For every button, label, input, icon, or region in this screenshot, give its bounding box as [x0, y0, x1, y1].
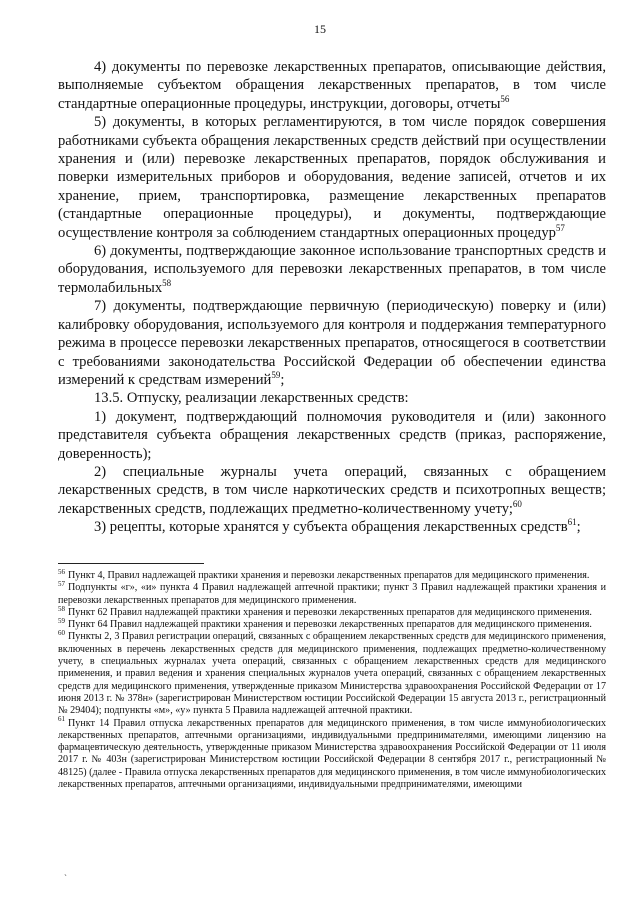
footnote-57: $^{57}$ Подпункты «г», «и» пункта 4 Правил надлежащей аптечной практики; пункт 3 Правил надлежащей практики хранения и перевозки лекарственных препаратов для медицинского применения. [58, 579, 606, 606]
paragraph-item-6: 6) документы, подтверждающие законное использование транспортных средств и оборудования, используемого для перевозки лекарственных препаратов, в том числе термолабильных$^{58}$ [58, 243, 606, 296]
footnote-ref: 60 [512, 498, 522, 509]
footnote-number: 60 [58, 629, 65, 638]
footnotes [58, 567, 606, 791]
footnote-60: $^{60}$ Пункты 2, 3 Правил регистрации операций, связанных с обращением лекарственных средств для медицинского применения, включенных в перечень лекарственных средств для медицинского применения, подлежащих предметно-количественному учету, в специальных журналах учета операций, связанных с обращением лекарственных средств для медицинского применения, и правил ведения и хранения специальных журналов учета операций, связанных с обращением лекарственных средств для медицинского применения, утвержденные приказом Министерства здравоохранения Российской Федерации от 17 июня 2013 г. № 378н» (зарегистрирован Министерством юстиции Российской Федерации 15 августа 2013 г., регистрационный № 29404); подпункты «м», «у» пункта 5 Правила надлежащей аптечной практики. [58, 629, 606, 717]
paragraph-item-4: 4) документы по перевозке лекарственных препаратов, описывающие действия, выполняемые субъектом обращения лекарственных препаратов, в том числе стандартные операционные процедуры, инструкции, договоры, отчеты$^{56}$ [58, 59, 606, 112]
footnote-number: 61 [58, 715, 65, 724]
paragraph-item-7: 7) документы, подтверждающие первичную (периодическую) поверку и (или) калибровку оборудования, используемого для контроля и поддержания температурного режима в процессе перевозки лекарственных препаратов, относящегося в соответствии с требованиями законодательства Российской Федерации об обеспечении единства измерений к средствам измерений$^{59}$; [58, 298, 606, 388]
footnote-ref: 59 [271, 370, 281, 381]
main-text [58, 58, 606, 537]
footnote-number: 58 [58, 604, 65, 613]
page-number: 15 [314, 22, 326, 36]
footnote-ref: 58 [162, 278, 172, 289]
footnote-58: $^{58}$ Пункт 62 Правил надлежащей практики хранения и перевозки лекарственных препаратов для медицинского применения. [58, 604, 592, 618]
footnote-number: 59 [58, 616, 65, 625]
scan-mark: ˎ [64, 866, 67, 876]
paragraph-sub-3: 3) рецепты, которые хранятся у субъекта обращения лекарственных средств$^{61}$; [94, 517, 581, 536]
footnote-59: $^{59}$ Пункт 64 Правил надлежащей практики хранения и перевозки лекарственных препаратов для медицинского применения. [58, 616, 592, 631]
footnote-61: $^{61}$ Пункт 14 Правил отпуска лекарственных препаратов для медицинского применения, в том числе иммунобиологических лекарственных препаратов, аптечными организациями, индивидуальными предпринимателями, имеющими лицензию на фармацевтическую деятельность, утвержденные приказом Министерства здравоохранения Российской Федерации от 11 июля 2017 г. № 403н (зарегистрирован Министерством юстиции Российской Федерации 8 сентября 2017 г., регистрационный № 48125) (далее - Правила отпуска лекарственных препаратов для медицинского применения, в том числе иммунобиологических лекарственных препаратов, аптечными организациями, индивидуальными предпринимателями, имеющими [58, 715, 606, 791]
paragraph-sub-1: 1) документ, подтверждающий полномочия руководителя и (или) законного представителя субъекта обращения лекарственных средств (приказ, распоряжение, доверенность); [58, 408, 606, 462]
footnote-ref: 61 [567, 517, 577, 528]
footnote-number: 56 [58, 567, 65, 576]
section-heading-13-5: 13.5. Отпуску, реализации лекарственных средств: [94, 390, 409, 407]
footnote-ref: 57 [555, 222, 565, 233]
footnote-number: 57 [58, 579, 65, 588]
paragraph-sub-2: 2) специальные журналы учета операций, связанных с обращением лекарственных средств, в том числе наркотических средств и психотропных веществ; лекарственных средств, подлежащих предметно-количественному учету;$^{60}$ [58, 463, 606, 517]
footnote-ref: 56 [500, 93, 510, 104]
footnote-56: $^{56}$ Пункт 4, Правил надлежащей практики хранения и перевозки лекарственных препаратов для медицинского применения. [58, 567, 590, 581]
paragraph-item-5: 5) документы, в которых регламентируются, в том числе порядок совершения работниками субъекта обращения лекарственных средств действий при осуществлении хранения и (или) перевозке лекарственных препаратов, порядок обслуживания и поверки измерительных приборов и оборудования, ведение записей, отчетов и их хранение, прием, транспортировка, размещение лекарственных препаратов (стандартные операционные процедуры), и документы, подтверждающие осуществление контроля за соблюдением стандартных операционных процедур$^{57}$ [58, 114, 606, 241]
footnote-separator [58, 563, 204, 564]
